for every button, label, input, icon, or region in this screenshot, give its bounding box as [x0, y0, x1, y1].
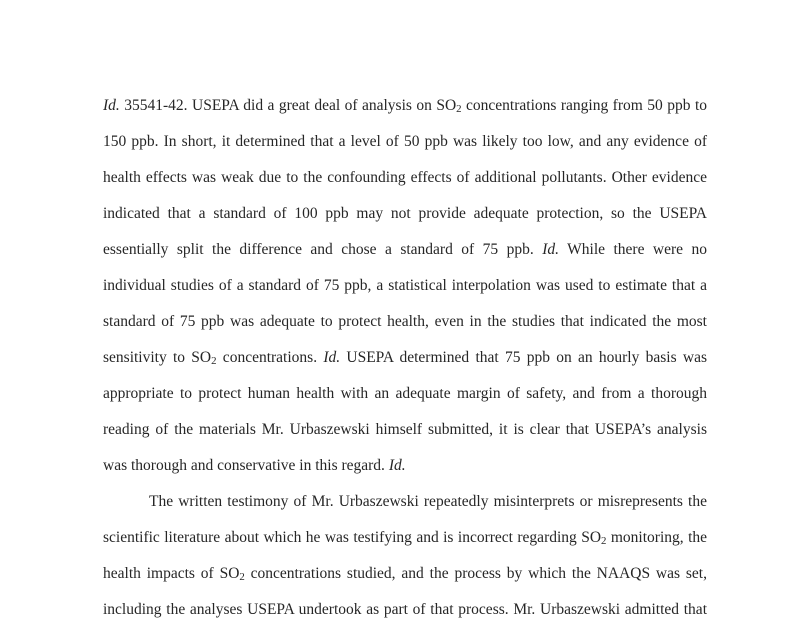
text-run: monitoring, the: [606, 529, 708, 546]
citation: Id.: [323, 349, 341, 366]
text-line: [103, 168, 707, 188]
text-run: was thorough and conservative in this regard.: [103, 457, 389, 474]
text-run: scientific literature about which he was testifying and is incorrect regarding SO: [103, 529, 602, 546]
text-run: sensitivity to SO: [103, 349, 212, 366]
citation: Id.: [542, 241, 559, 258]
text-line: [103, 204, 707, 224]
text-run: standard of 75 ppb was adequate to protect health, even in the studies that indicated the most: [103, 313, 707, 330]
citation: Id.: [103, 97, 120, 114]
text-run: While there were no: [559, 241, 708, 258]
text-line: [149, 492, 707, 512]
text-line: [103, 312, 707, 332]
text-run: reading of the materials Mr. Urbaszewski himself submitted, it is clear that USEPA’s analysis: [103, 421, 707, 438]
text-line: [103, 600, 707, 620]
text-run: 150 ppb. In short, it determined that a level of 50 ppb was likely too low, and any evidence of: [103, 133, 707, 150]
text-line: [103, 420, 707, 440]
text-run: 35541-42. USEPA did a great deal of analysis on SO: [119, 97, 457, 114]
text-run: concentrations ranging from 50 ppb to: [461, 97, 708, 114]
text-line: [103, 240, 707, 260]
text-line: [103, 96, 707, 116]
text-line: [103, 348, 707, 368]
text-run: essentially split the difference and chose a standard of 75 ppb.: [103, 241, 543, 258]
subscript: 2: [601, 535, 607, 547]
text-line: [103, 384, 707, 404]
text-run: health effects was weak due to the confounding effects of additional pollutants. Other evidence: [103, 169, 707, 186]
text-run: including the analyses USEPA undertook as part of that process. Mr. Urbaszewski admitted that: [103, 601, 707, 618]
text-run: concentrations studied, and the process by which the NAAQS was set,: [244, 565, 707, 582]
subscript: 2: [239, 571, 245, 583]
subscript: 2: [211, 355, 217, 367]
text-run: USEPA determined that 75 ppb on an hourly basis was: [340, 349, 707, 366]
text-line: [103, 564, 707, 584]
text-run: indicated that a standard of 100 ppb may not provide adequate protection, so the USEPA: [103, 205, 707, 222]
citation: Id.: [388, 457, 406, 474]
text-run: The written testimony of Mr. Urbaszewski repeatedly misinterprets or misrepresents the: [149, 493, 707, 510]
text-run: appropriate to protect human health with an adequate margin of safety, and from a thorough: [103, 385, 707, 402]
text-run: health impacts of SO: [103, 565, 240, 582]
text-run: concentrations.: [216, 349, 324, 366]
subscript: 2: [456, 103, 462, 115]
text-line: [103, 456, 707, 476]
text-line: [103, 132, 707, 152]
text-line: [103, 528, 707, 548]
text-line: [103, 276, 707, 296]
text-run: individual studies of a standard of 75 ppb, a statistical interpolation was used to estimate that a: [103, 277, 707, 294]
